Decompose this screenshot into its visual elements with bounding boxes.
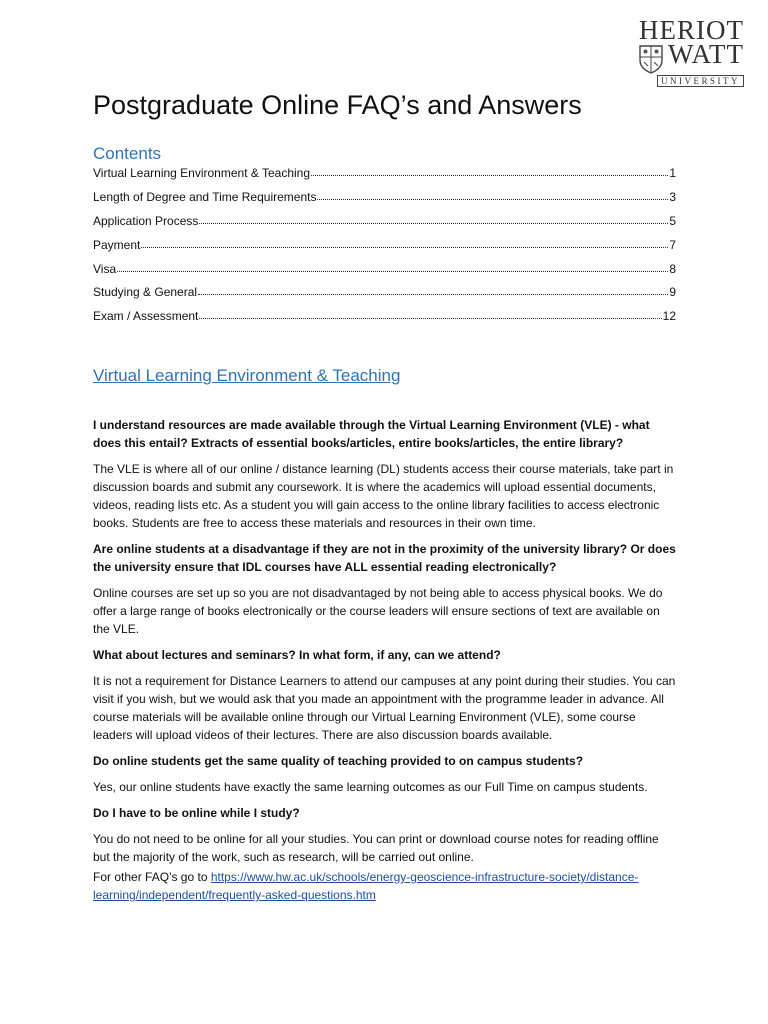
logo-line-3: UNIVERSITY [657, 75, 744, 87]
footer-prefix: For other FAQ’s go to [93, 870, 211, 884]
toc-page: 9 [669, 285, 676, 300]
toc-page: 5 [669, 213, 676, 228]
faq-body [93, 416, 678, 912]
toc-label: Virtual Learning Environment & Teaching [93, 166, 311, 180]
toc-leader [199, 214, 668, 224]
toc-leader [141, 238, 668, 248]
toc-label: Application Process [93, 213, 199, 228]
toc-page: 12 [662, 309, 676, 324]
faq-question: Are online students at a disadvantage if they are not in the proximity of the university library? Or does the university ensure that IDL courses have ALL essential reading electronically? [93, 542, 676, 574]
university-logo [628, 15, 744, 86]
faq-question: Do online students get the same quality of teaching provided to on campus students? [93, 754, 584, 768]
contents-heading: Contents [93, 144, 162, 163]
toc-leader [198, 285, 668, 295]
toc-page: 1 [669, 166, 676, 180]
faq-question: What about lectures and seminars? In what form, if any, can we attend? [93, 648, 501, 662]
faq-answer: Yes, our online students have exactly the same learning outcomes as our Full Time on campus students. [93, 780, 648, 794]
toc-label: Length of Degree and Time Requirements [93, 189, 317, 204]
toc-label: Exam / Assessment [93, 309, 199, 324]
toc-item[interactable] [93, 214, 676, 238]
toc-leader [117, 262, 668, 272]
faq-answer: It is not a requirement for Distance Learners to attend our campuses at any point during their studies. You can visit if you wish, but we would ask that you made an appointment with the programme leader in advance. All course materials will be available online through our Virtual Learning Environment (VLE), some course leaders will upload videos of their lectures. There are also discussion boards available. [93, 674, 676, 742]
faq-answer: The VLE is where all of our online / distance learning (DL) students access their course materials, take part in discussion boards and submit any coursework. It is where the academics will upload essential documents, videos, reading lists etc. As a student you will gain access to the online library facilities to access electronic books. Students are free to access these materials and resources in their own time. [93, 462, 674, 530]
logo-line-2: WATT [668, 39, 744, 69]
crest-icon [638, 44, 664, 74]
toc-page: 3 [669, 189, 676, 204]
toc-item[interactable] [93, 309, 676, 333]
toc-label: Studying & General [93, 285, 198, 300]
section-heading: Virtual Learning Environment & Teaching [93, 366, 401, 385]
table-of-contents [93, 166, 676, 333]
toc-item[interactable] [93, 238, 676, 262]
toc-item[interactable] [93, 262, 676, 286]
toc-leader [311, 166, 668, 176]
toc-item[interactable] [93, 190, 676, 214]
faq-answer: Online courses are set up so you are not disadvantaged by not being able to access physical books. We do offer a large range of books electronically or the course leaders will ensure sections of text are available on the VLE. [93, 586, 663, 636]
toc-page: 7 [669, 237, 676, 252]
toc-leader [199, 309, 661, 319]
footer-note [93, 868, 678, 904]
toc-page: 8 [669, 261, 676, 276]
logo-line-1: HERIOT [639, 15, 744, 45]
faq-link[interactable]: https://www.hw.ac.uk/schools/energy-geoscience-infrastructure-society/distance-learning/independent/frequently-asked-questions.htm [93, 870, 639, 902]
toc-label: Payment [93, 237, 141, 252]
toc-leader [317, 190, 668, 200]
faq-answer: You do not need to be online for all your studies. You can print or download course notes for reading offline but the majority of the work, such as research, will be carried out online. [93, 832, 659, 864]
faq-question: I understand resources are made available through the Virtual Learning Environment (VLE) - what does this entail? Extracts of essential books/articles, entire books/articles, the entire library? [93, 418, 650, 450]
toc-item[interactable] [93, 285, 676, 309]
page-title: Postgraduate Online FAQ’s and Answers [93, 90, 582, 120]
faq-question: Do I have to be online while I study? [93, 806, 300, 820]
toc-label: Visa [93, 261, 117, 276]
toc-item[interactable] [93, 166, 676, 190]
